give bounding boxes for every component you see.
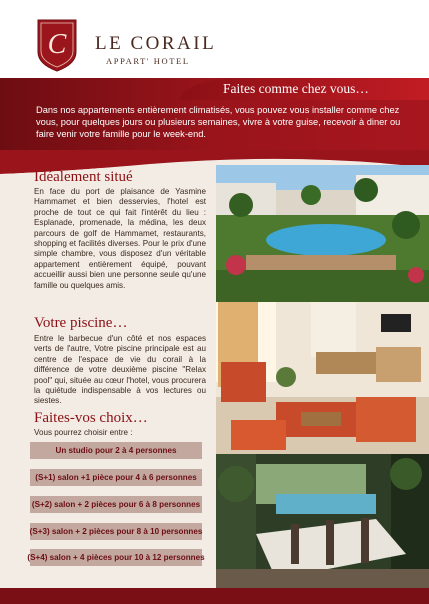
corail-shield-logo-icon bbox=[36, 18, 78, 72]
choices-title: Faites-vos choix… bbox=[34, 410, 148, 426]
brand-name: LE CORAIL bbox=[95, 33, 217, 54]
pool-photo bbox=[216, 165, 429, 302]
location-title: Idéalement situé bbox=[34, 169, 133, 185]
living-room-photo bbox=[216, 302, 429, 454]
option-s2: (S+2) salon + 2 pièces pour 6 à 8 personnes bbox=[30, 496, 202, 513]
terrace-photo bbox=[216, 454, 429, 588]
option-s3: (S+3) salon + 2 pièces pour 8 à 10 personnes bbox=[30, 523, 202, 540]
option-s4: (S+4) salon + 4 pièces pour 10 à 12 personnes bbox=[30, 549, 202, 566]
intro-title: Faites comme chez vous… bbox=[223, 81, 369, 96]
option-studio: Un studio pour 2 à 4 personnes bbox=[30, 442, 202, 459]
footer-band bbox=[0, 588, 429, 604]
option-s1: (S+1) salon +1 pièce pour 4 à 6 personnes bbox=[30, 469, 202, 486]
logo-letter: C bbox=[47, 29, 67, 60]
pool-text: Entre le barbecue d'un côté et nos espaces verts de l'autre, Votre piscine principale est au centre de l'espace de vie du corail à la différence de votre deuxième piscine "Relax pool" qui, située au cœur l'hotel, vous procurera la quiétude indispensable à vos lectures ou siestes. bbox=[34, 334, 206, 406]
pool-title: Votre piscine… bbox=[34, 315, 128, 331]
brand-subtitle: APPART' HOTEL bbox=[106, 56, 190, 66]
intro-text: Dans nos appartements entièrement climatisés, vous pouvez vous installer comme chez vous, pour quelques jours ou plusieurs semaines, vivre à votre guise, recevoir à diner ou faire venir votre famille pour le week-end. bbox=[36, 105, 401, 139]
location-text: En face du port de plaisance de Yasmine Hammamet et bien desservies, l'hotel est proche de tout ce qui fait l'intérêt du lieu : Esplanade, promenade, la médina, les deux parcours de golf de Hammamet, restaurants, shopping et facilités diverses. Pour le prix d'une simple chambre, vous disposez d'un véritable appartement entièrement équipé, pouvant accueillir aussi bien une personne seule qu'une famille ou quelques amis. bbox=[34, 187, 206, 290]
choices-intro: Vous pourrez choisir entre : bbox=[34, 428, 133, 437]
